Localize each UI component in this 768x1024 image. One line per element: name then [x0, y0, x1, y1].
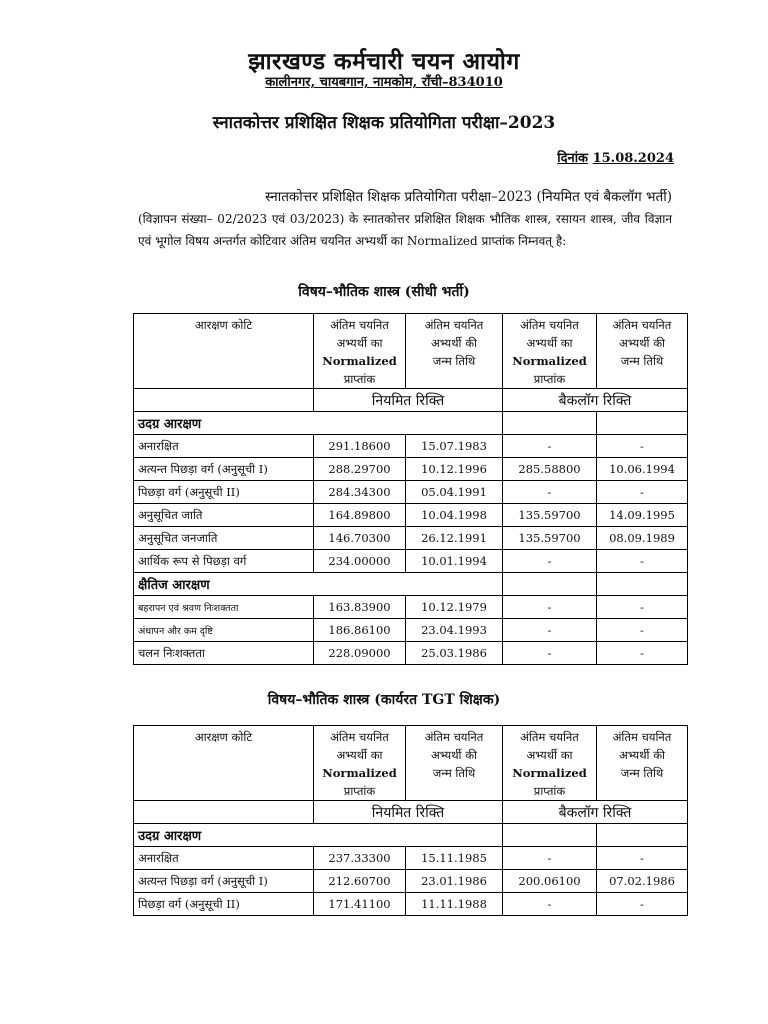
regular-dob-cell: 10.01.1994	[406, 550, 503, 573]
empty-cell	[597, 573, 688, 596]
header-regular-dob	[406, 726, 503, 801]
category-cell: आर्थिक रूप से पिछड़ा वर्ग	[134, 550, 314, 573]
regular-vacancy-label: नियमित रिक्ति	[314, 389, 503, 412]
table1-vertical-rows	[134, 435, 688, 573]
backlog-dob-cell: 07.02.1986	[597, 870, 688, 893]
header-backlog-marks	[503, 314, 597, 389]
date-value: 15.08.2024	[592, 151, 674, 166]
backlog-marks-cell: 200.06100	[503, 870, 597, 893]
table2-vertical-section	[134, 824, 688, 847]
dob-line-1: अंतिम चयनित	[424, 730, 484, 744]
intro-body: (विज्ञापन संख्या– 02/2023 एवं 03/2023) के स्नातकोत्तर प्रशिक्षित शिक्षक भौतिक शास्त्र, रसायन शास्त्र, जीव विज्ञान एवं भूगोल विषय अन्तर्गत कोटिवार अंतिम चयनित अभ्यर्थी का Normalized प्राप्तांक निम्नवत् है:	[138, 212, 672, 248]
table1-subject: विषय–भौतिक शास्त्र (सीधी भर्ती)	[298, 284, 470, 300]
backlog-marks-cell: -	[503, 596, 597, 619]
table2-header-row	[134, 726, 688, 801]
backlog-marks-cell: -	[503, 619, 597, 642]
regular-dob-cell: 05.04.1991	[406, 481, 503, 504]
regular-vacancy-label: नियमित रिक्ति	[314, 801, 503, 824]
intro-lead: स्नातकोत्तर प्रशिक्षित शिक्षक प्रतियोगिता परीक्षा–2023 (नियमित एवं बैकलॉग भर्ती)	[265, 189, 672, 205]
category-cell: अनुसूचित जाति	[134, 504, 314, 527]
empty-cell	[134, 801, 314, 824]
empty-cell	[597, 412, 688, 435]
backlog-dob-cell: -	[597, 596, 688, 619]
category-cell: पिछड़ा वर्ग (अनुसूची II)	[134, 893, 314, 916]
dob-line-2: अभ्यर्थी की	[618, 748, 666, 762]
backlog-dob-cell: 14.09.1995	[597, 504, 688, 527]
marks-line-1: अंतिम चयनित	[330, 730, 389, 744]
table2-vacancy-row	[134, 801, 688, 824]
dob-line-3: जन्म तिथि	[432, 766, 476, 780]
marks-line-2: अभ्यर्थी का	[336, 748, 383, 762]
marks-line-4: प्राप्तांक	[343, 372, 376, 386]
marks-line-4: प्राप्तांक	[533, 784, 566, 798]
marks-line-2: अभ्यर्थी का	[336, 336, 383, 350]
regular-marks-cell: 163.83900	[314, 596, 406, 619]
backlog-marks-cell: 135.59700	[503, 504, 597, 527]
table-row	[134, 481, 688, 504]
backlog-dob-cell: -	[597, 435, 688, 458]
dob-line-3: जन्म तिथि	[432, 354, 476, 368]
dob-line-1: अंतिम चयनित	[612, 730, 672, 744]
regular-dob-cell: 11.11.1988	[406, 893, 503, 916]
regular-dob-cell: 10.04.1998	[406, 504, 503, 527]
table-row	[134, 550, 688, 573]
backlog-marks-cell: -	[503, 481, 597, 504]
backlog-marks-cell: 135.59700	[503, 527, 597, 550]
table1-vertical-section	[134, 412, 688, 435]
regular-dob-cell: 25.03.1986	[406, 642, 503, 665]
vertical-reservation-label: उदग्र आरक्षण	[134, 824, 503, 847]
backlog-dob-cell: -	[597, 893, 688, 916]
marks-line-3: Normalized	[512, 354, 587, 368]
table-row	[134, 642, 688, 665]
backlog-dob-cell: 08.09.1989	[597, 527, 688, 550]
table-row	[134, 893, 688, 916]
regular-marks-cell: 212.60700	[314, 870, 406, 893]
table-row	[134, 458, 688, 481]
dob-line-2: अभ्यर्थी की	[430, 748, 478, 762]
category-cell: अनुसूचित जनजाति	[134, 527, 314, 550]
organization-address	[0, 72, 768, 90]
organization-address-text: कालीनगर, चायबगान, नामकोम, राँची–834010	[265, 75, 503, 90]
marks-line-2: अभ्यर्थी का	[526, 748, 573, 762]
table1-horizontal-rows	[134, 596, 688, 665]
table2-vertical-rows	[134, 847, 688, 916]
header-backlog-dob	[597, 726, 688, 801]
table2-subject: विषय–भौतिक शास्त्र (कार्यरत TGT शिक्षक)	[267, 692, 501, 708]
empty-cell	[503, 573, 597, 596]
category-cell: अंधापन और कम दृष्टि	[134, 619, 314, 642]
category-cell: अनारक्षित	[134, 435, 314, 458]
dob-line-2: अभ्यर्थी की	[618, 336, 666, 350]
marks-line-1: अंतिम चयनित	[520, 318, 579, 332]
regular-marks-cell: 237.33300	[314, 847, 406, 870]
table-row	[134, 435, 688, 458]
regular-dob-cell: 10.12.1979	[406, 596, 503, 619]
header-backlog-marks	[503, 726, 597, 801]
backlog-marks-cell: -	[503, 642, 597, 665]
regular-marks-cell: 288.29700	[314, 458, 406, 481]
marks-line-4: प्राप्तांक	[533, 372, 566, 386]
table-row	[134, 870, 688, 893]
backlog-dob-cell: -	[597, 642, 688, 665]
marks-line-3: Normalized	[322, 766, 397, 780]
header-category: आरक्षण कोटि	[134, 314, 314, 389]
table-row	[134, 504, 688, 527]
dob-line-3: जन्म तिथि	[620, 766, 664, 780]
table-row	[134, 619, 688, 642]
empty-cell	[134, 389, 314, 412]
regular-marks-cell: 186.86100	[314, 619, 406, 642]
organization-title: झारखण्ड कर्मचारी चयन आयोग	[248, 48, 520, 75]
table-row	[134, 596, 688, 619]
marks-line-1: अंतिम चयनित	[520, 730, 579, 744]
date-label: दिनांक	[557, 151, 589, 166]
category-cell: अत्यन्त पिछड़ा वर्ग (अनुसूची I)	[134, 458, 314, 481]
regular-marks-cell: 291.18600	[314, 435, 406, 458]
header-category: आरक्षण कोटि	[134, 726, 314, 801]
table-row	[134, 527, 688, 550]
regular-marks-cell: 228.09000	[314, 642, 406, 665]
regular-marks-cell: 146.70300	[314, 527, 406, 550]
header-regular-marks	[314, 314, 406, 389]
table2-results	[133, 725, 688, 916]
category-cell: अत्यन्त पिछड़ा वर्ग (अनुसूची I)	[134, 870, 314, 893]
table1-vacancy-row	[134, 389, 688, 412]
marks-line-2: अभ्यर्थी का	[526, 336, 573, 350]
backlog-dob-cell: -	[597, 481, 688, 504]
backlog-marks-cell: -	[503, 847, 597, 870]
category-cell: अनारक्षित	[134, 847, 314, 870]
backlog-dob-cell: -	[597, 619, 688, 642]
backlog-vacancy-label: बैकलॉग रिक्ति	[503, 801, 688, 824]
regular-dob-cell: 23.01.1986	[406, 870, 503, 893]
exam-title: स्नातकोत्तर प्रशिक्षित शिक्षक प्रतियोगिता परीक्षा–2023	[212, 113, 556, 133]
category-cell: पिछड़ा वर्ग (अनुसूची II)	[134, 481, 314, 504]
vertical-reservation-label: उदग्र आरक्षण	[134, 412, 503, 435]
dob-line-3: जन्म तिथि	[620, 354, 664, 368]
marks-line-1: अंतिम चयनित	[330, 318, 389, 332]
regular-dob-cell: 23.04.1993	[406, 619, 503, 642]
header-regular-marks	[314, 726, 406, 801]
empty-cell	[597, 824, 688, 847]
regular-dob-cell: 15.07.1983	[406, 435, 503, 458]
backlog-marks-cell: -	[503, 435, 597, 458]
backlog-dob-cell: -	[597, 550, 688, 573]
dob-line-2: अभ्यर्थी की	[430, 336, 478, 350]
backlog-dob-cell: 10.06.1994	[597, 458, 688, 481]
regular-marks-cell: 234.00000	[314, 550, 406, 573]
regular-dob-cell: 10.12.1996	[406, 458, 503, 481]
backlog-dob-cell: -	[597, 847, 688, 870]
header-backlog-dob	[597, 314, 688, 389]
dob-line-1: अंतिम चयनित	[612, 318, 672, 332]
horizontal-reservation-label: क्षैतिज आरक्षण	[134, 573, 503, 596]
regular-marks-cell: 171.41100	[314, 893, 406, 916]
regular-marks-cell: 164.89800	[314, 504, 406, 527]
dob-line-1: अंतिम चयनित	[424, 318, 484, 332]
marks-line-3: Normalized	[512, 766, 587, 780]
backlog-vacancy-label: बैकलॉग रिक्ति	[503, 389, 688, 412]
table1-results	[133, 313, 688, 665]
marks-line-4: प्राप्तांक	[343, 784, 376, 798]
empty-cell	[503, 824, 597, 847]
backlog-marks-cell: -	[503, 550, 597, 573]
category-cell: चलन निःशक्तता	[134, 642, 314, 665]
backlog-marks-cell: -	[503, 893, 597, 916]
empty-cell	[503, 412, 597, 435]
regular-dob-cell: 26.12.1991	[406, 527, 503, 550]
table1-header-row	[134, 314, 688, 389]
table1-horizontal-section	[134, 573, 688, 596]
backlog-marks-cell: 285.58800	[503, 458, 597, 481]
notice-date	[557, 148, 674, 166]
table-row	[134, 847, 688, 870]
regular-marks-cell: 284.34300	[314, 481, 406, 504]
header-regular-dob	[406, 314, 503, 389]
regular-dob-cell: 15.11.1985	[406, 847, 503, 870]
marks-line-3: Normalized	[322, 354, 397, 368]
category-cell: बहरापन एवं श्रवण निःशक्तता	[134, 596, 314, 619]
